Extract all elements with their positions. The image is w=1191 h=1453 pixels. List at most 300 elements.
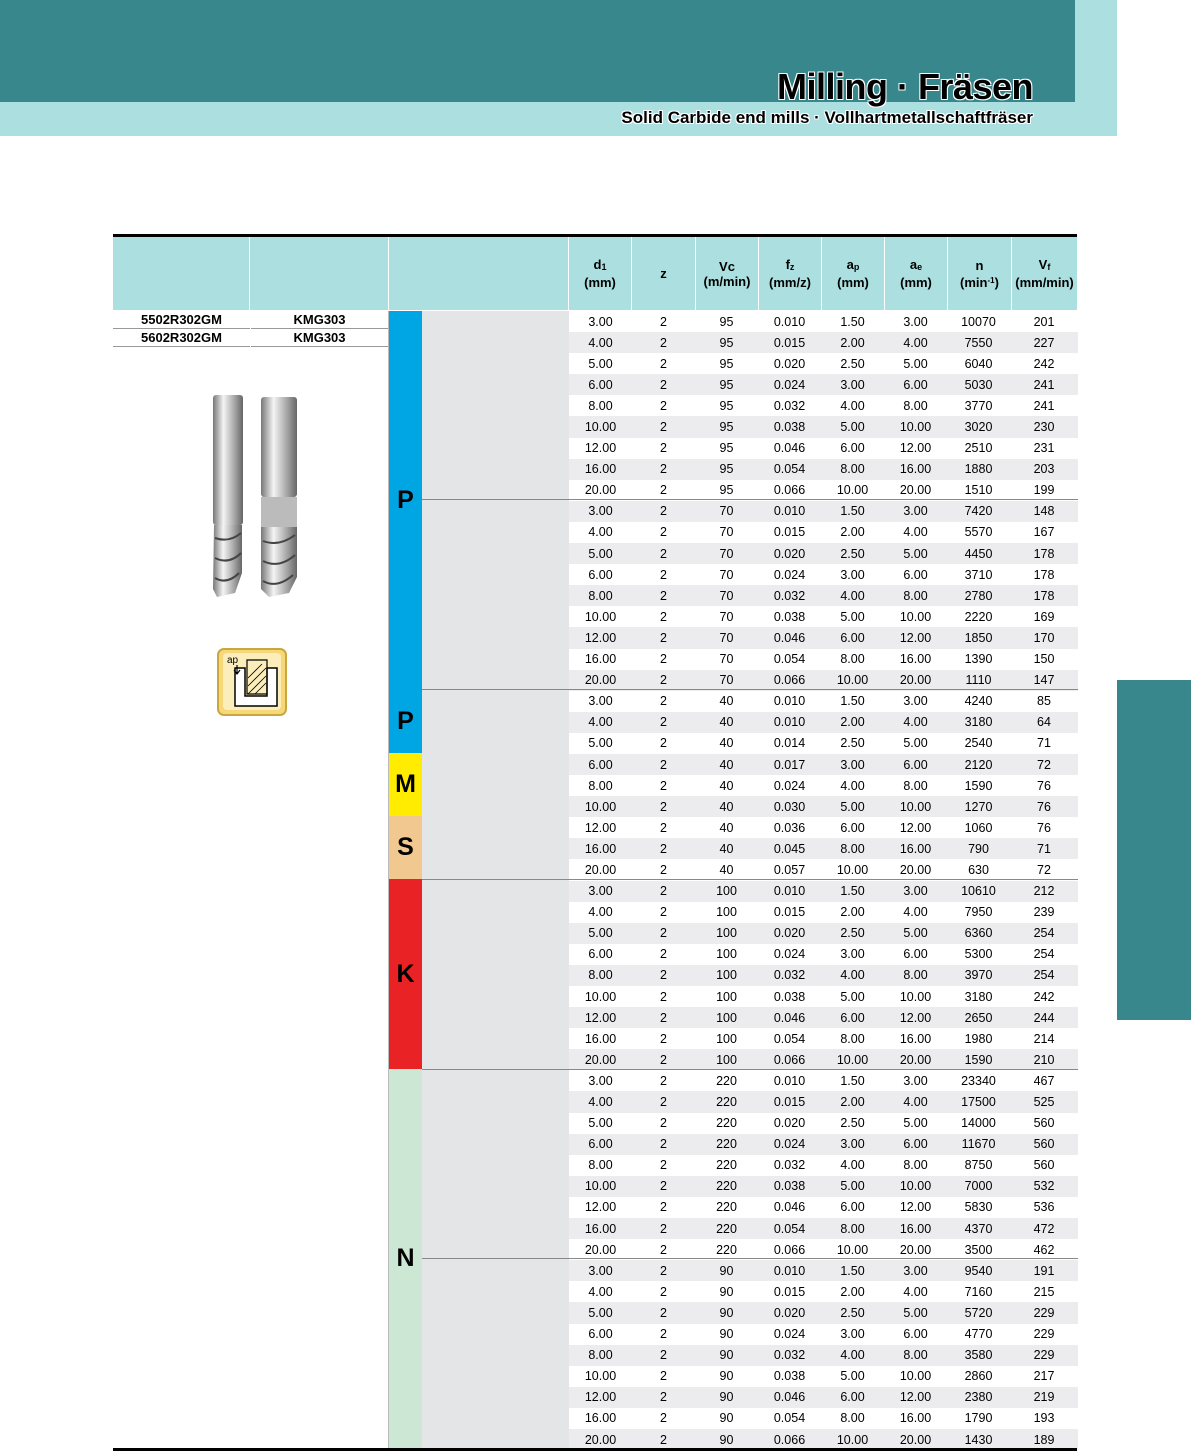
cell-d1: 12.00 [584,820,617,835]
cell-z: 2 [660,504,667,519]
cell-ap: 10.00 [836,673,869,688]
cell-ae: 4.00 [903,715,928,730]
cell-d1: 3.00 [588,1073,613,1088]
group-divider [422,1258,1078,1259]
cell-fz: 0.014 [773,736,806,751]
cell-fz: 0.054 [773,1031,806,1046]
group-divider [422,879,1078,880]
cell-vf: 242 [1033,989,1055,1004]
cell-z: 2 [660,567,667,582]
cell-fz: 0.015 [773,1284,806,1299]
cell-ae: 8.00 [903,778,928,793]
cell-vf: 76 [1037,778,1051,793]
cell-n: 3500 [964,1242,993,1257]
cell-n: 4450 [964,546,993,561]
table-row [569,923,1078,944]
cell-d1: 10.00 [584,1179,617,1194]
cell-n: 5830 [964,1200,993,1215]
cell-vc: 90 [719,1390,734,1405]
cell-vf: 217 [1033,1369,1055,1384]
cell-vf: 71 [1037,736,1051,751]
cell-vf: 525 [1033,1095,1055,1110]
cell-ap: 8.00 [840,841,865,856]
cell-ap: 6.00 [840,441,865,456]
cell-vc: 100 [716,989,737,1004]
cell-vc: 90 [719,1284,734,1299]
cell-d1: 4.00 [588,715,613,730]
table-row [569,1260,1078,1281]
cell-fz: 0.010 [773,694,806,709]
cell-z: 2 [660,841,667,856]
cell-vf: 76 [1037,799,1051,814]
cell-fz: 0.020 [773,356,806,371]
cell-d1: 5.00 [588,926,613,941]
cell-ae: 12.00 [899,1200,932,1215]
cell-z: 2 [660,1284,667,1299]
cell-vc: 90 [719,1348,734,1363]
cell-vc: 40 [719,736,734,751]
table-row [569,1091,1078,1112]
cell-n: 10070 [961,314,996,329]
cell-z: 2 [660,884,667,899]
cell-vf: 178 [1033,567,1055,582]
cell-ae: 6.00 [903,947,928,962]
cell-z: 2 [660,862,667,877]
table-row [569,395,1078,416]
cell-ae: 12.00 [899,1010,932,1025]
cell-ap: 4.00 [840,1348,865,1363]
cell-vc: 70 [719,567,734,582]
cell-vc: 95 [719,462,734,477]
cell-ae: 5.00 [903,736,928,751]
cell-ap: 10.00 [836,1242,869,1257]
cell-ap: 3.00 [840,757,865,772]
cell-vc: 100 [716,1031,737,1046]
cell-n: 23340 [961,1073,996,1088]
table-row [569,543,1078,564]
cell-n: 8750 [964,1158,993,1173]
cell-z: 2 [660,736,667,751]
table-row [569,1155,1078,1176]
cell-ae: 3.00 [903,314,928,329]
cell-fz: 0.015 [773,905,806,920]
cell-ap: 1.50 [840,884,865,899]
cell-vc: 220 [716,1073,737,1088]
col-header-vf: Vf (mm/min) [1015,257,1074,290]
cell-d1: 5.00 [588,356,613,371]
cell-vc: 70 [719,652,734,667]
cell-ae: 12.00 [899,1390,932,1405]
cell-fz: 0.024 [773,947,806,962]
cell-vf: 76 [1037,820,1051,835]
cell-vc: 40 [719,694,734,709]
cell-ap: 5.00 [840,420,865,435]
cell-d1: 12.00 [584,1010,617,1025]
col-header-ae: ae (mm) [900,257,932,290]
cell-vc: 100 [716,905,737,920]
cell-ap: 2.00 [840,1095,865,1110]
cell-n: 3710 [964,567,993,582]
cell-vc: 95 [719,483,734,498]
cell-ap: 2.00 [840,715,865,730]
cell-z: 2 [660,420,667,435]
cell-fz: 0.015 [773,335,806,350]
cell-ae: 20.00 [899,483,932,498]
cell-vf: 191 [1033,1263,1055,1278]
cell-ap: 3.00 [840,947,865,962]
cell-ae: 8.00 [903,1158,928,1173]
cell-z: 2 [660,1095,667,1110]
cell-fz: 0.046 [773,630,806,645]
cell-z: 2 [660,1116,667,1131]
cell-ae: 16.00 [899,1221,932,1236]
table-row [569,817,1078,838]
cell-fz: 0.046 [773,441,806,456]
cell-d1: 6.00 [588,1137,613,1152]
cell-d1: 8.00 [588,588,613,603]
cell-d1: 5.00 [588,1116,613,1131]
table-row [569,1028,1078,1049]
cell-ap: 1.50 [840,1073,865,1088]
cell-ae: 10.00 [899,609,932,624]
cell-ap: 5.00 [840,799,865,814]
cell-z: 2 [660,1327,667,1342]
cell-ap: 3.00 [840,1137,865,1152]
cell-ap: 2.50 [840,1305,865,1320]
cell-z: 2 [660,694,667,709]
cell-fz: 0.010 [773,884,806,899]
cell-ae: 6.00 [903,567,928,582]
cell-d1: 8.00 [588,1348,613,1363]
cell-vf: 467 [1033,1073,1055,1088]
cell-z: 2 [660,1348,667,1363]
cell-n: 1060 [964,820,993,835]
cell-ap: 10.00 [836,483,869,498]
material-n-nonferrous: N [389,1069,422,1448]
cell-vc: 90 [719,1411,734,1426]
cell-vf: 64 [1037,715,1051,730]
cell-vc: 95 [719,335,734,350]
cell-d1: 16.00 [584,1221,617,1236]
cell-z: 2 [660,673,667,688]
cell-n: 7950 [964,905,993,920]
cell-d1: 10.00 [584,989,617,1004]
cell-d1: 6.00 [588,567,613,582]
cell-ae: 16.00 [899,1031,932,1046]
cell-ae: 20.00 [899,862,932,877]
table-row [569,606,1078,627]
cell-ap: 4.00 [840,968,865,983]
cell-ap: 5.00 [840,1179,865,1194]
cell-z: 2 [660,1073,667,1088]
col-header-z: z [660,266,667,281]
cell-n: 1850 [964,630,993,645]
cell-fz: 0.010 [773,1263,806,1278]
cell-fz: 0.036 [773,820,806,835]
cell-n: 7420 [964,504,993,519]
cell-ae: 4.00 [903,335,928,350]
cell-vc: 40 [719,841,734,856]
cell-z: 2 [660,483,667,498]
cell-fz: 0.024 [773,377,806,392]
cell-ae: 5.00 [903,546,928,561]
cell-vf: 230 [1033,420,1055,435]
table-row [569,1324,1078,1345]
cell-vc: 95 [719,398,734,413]
cell-ae: 4.00 [903,905,928,920]
cell-vc: 70 [719,546,734,561]
cell-ae: 6.00 [903,757,928,772]
cell-vc: 40 [719,820,734,835]
cell-vc: 220 [716,1137,737,1152]
cell-fz: 0.024 [773,1327,806,1342]
cell-vf: 536 [1033,1200,1055,1215]
cell-fz: 0.054 [773,1411,806,1426]
cell-ap: 2.50 [840,1116,865,1131]
table-row [569,1408,1078,1429]
cell-n: 1980 [964,1031,993,1046]
end-mill-photo [205,393,305,598]
table-row [569,374,1078,395]
cell-z: 2 [660,335,667,350]
cell-ae: 4.00 [903,1095,928,1110]
cell-n: 3580 [964,1348,993,1363]
cell-ae: 10.00 [899,799,932,814]
cell-ap: 2.00 [840,525,865,540]
cell-ae: 6.00 [903,377,928,392]
material-p-group2: P [389,690,422,753]
cell-z: 2 [660,1411,667,1426]
cell-fz: 0.010 [773,314,806,329]
cell-vf: 71 [1037,841,1051,856]
cell-n: 7550 [964,335,993,350]
col-header-vc: Vc (m/min) [703,258,751,289]
cell-fz: 0.054 [773,652,806,667]
cell-ae: 10.00 [899,1179,932,1194]
cell-ap: 4.00 [840,588,865,603]
cell-z: 2 [660,757,667,772]
cell-vc: 100 [716,926,737,941]
cell-ae: 3.00 [903,694,928,709]
cell-d1: 3.00 [588,504,613,519]
cell-vf: 472 [1033,1221,1055,1236]
cell-vc: 100 [716,947,737,962]
cell-d1: 4.00 [588,1284,613,1299]
table-header [113,234,1077,310]
cell-ae: 20.00 [899,1052,932,1067]
cell-d1: 16.00 [584,652,617,667]
cell-n: 4370 [964,1221,993,1236]
cell-fz: 0.032 [773,398,806,413]
cell-ap: 10.00 [836,862,869,877]
table-row [569,311,1078,332]
table-row [569,796,1078,817]
table-row [569,1070,1078,1091]
table-row [569,859,1078,880]
cell-d1: 16.00 [584,841,617,856]
col-header-fz: fz (mm/z) [769,257,811,290]
cell-n: 10610 [961,884,996,899]
material-m-stainless: M [389,753,422,816]
cell-vf: 560 [1033,1158,1055,1173]
cell-n: 4770 [964,1327,993,1342]
cell-n: 2120 [964,757,993,772]
cell-vf: 229 [1033,1327,1055,1342]
cell-z: 2 [660,989,667,1004]
cell-d1: 10.00 [584,799,617,814]
table-row [569,1345,1078,1366]
table-row [569,944,1078,965]
table-row [569,1007,1078,1028]
cell-d1: 10.00 [584,609,617,624]
cell-vc: 220 [716,1095,737,1110]
cell-n: 1590 [964,1052,993,1067]
cell-z: 2 [660,820,667,835]
cell-vf: 85 [1037,694,1051,709]
cell-vf: 560 [1033,1116,1055,1131]
cell-d1: 20.00 [584,1432,617,1447]
cell-fz: 0.017 [773,757,806,772]
cell-n: 630 [968,862,989,877]
cell-ae: 8.00 [903,398,928,413]
cell-z: 2 [660,398,667,413]
column-divider [388,311,389,1448]
cell-fz: 0.010 [773,715,806,730]
cell-fz: 0.032 [773,1348,806,1363]
cell-fz: 0.020 [773,546,806,561]
cell-ap: 2.50 [840,926,865,941]
cell-n: 5720 [964,1305,993,1320]
cell-fz: 0.038 [773,1369,806,1384]
cell-vc: 40 [719,799,734,814]
cell-d1: 4.00 [588,1095,613,1110]
cell-vc: 95 [719,441,734,456]
cell-vf: 231 [1033,441,1055,456]
cell-vf: 178 [1033,588,1055,603]
cell-ap: 2.50 [840,546,865,561]
product-grade-2: KMG303 [251,329,388,347]
cell-vc: 220 [716,1242,737,1257]
cell-d1: 12.00 [584,441,617,456]
cell-vc: 70 [719,673,734,688]
cell-z: 2 [660,1010,667,1025]
table-bottom-rule [113,1448,1077,1451]
cell-n: 1880 [964,462,993,477]
cell-ae: 5.00 [903,1116,928,1131]
cell-fz: 0.038 [773,989,806,1004]
cell-ap: 6.00 [840,630,865,645]
cell-z: 2 [660,926,667,941]
cell-ae: 12.00 [899,441,932,456]
cell-n: 4240 [964,694,993,709]
table-row [569,649,1078,670]
section-side-tab[interactable] [1117,680,1191,1020]
cell-fz: 0.046 [773,1390,806,1405]
cell-ap: 2.50 [840,736,865,751]
cell-vc: 70 [719,609,734,624]
header-band-corner [1075,0,1117,136]
cell-d1: 4.00 [588,905,613,920]
cell-vf: 242 [1033,356,1055,371]
cell-ap: 1.50 [840,504,865,519]
cell-n: 1790 [964,1411,993,1426]
cell-ae: 6.00 [903,1327,928,1342]
cell-n: 1390 [964,652,993,667]
cell-n: 3770 [964,398,993,413]
material-k-castiron: K [389,879,422,1069]
cell-fz: 0.032 [773,588,806,603]
cell-vf: 147 [1033,673,1055,688]
cell-fz: 0.066 [773,1242,806,1257]
cell-d1: 10.00 [584,420,617,435]
cell-z: 2 [660,1158,667,1173]
cell-vf: 239 [1033,905,1055,920]
cell-fz: 0.046 [773,1010,806,1025]
cell-ap: 2.50 [840,356,865,371]
cell-ap: 8.00 [840,1221,865,1236]
cell-n: 2860 [964,1369,993,1384]
cell-z: 2 [660,652,667,667]
cell-vf: 254 [1033,926,1055,941]
cell-n: 17500 [961,1095,996,1110]
table-row [569,881,1078,902]
table-row [569,627,1078,648]
cell-ap: 1.50 [840,314,865,329]
cell-ap: 3.00 [840,567,865,582]
cell-n: 14000 [961,1116,996,1131]
cell-vc: 95 [719,420,734,435]
cell-z: 2 [660,1137,667,1152]
table-row [569,838,1078,859]
cell-d1: 5.00 [588,736,613,751]
cell-ae: 12.00 [899,820,932,835]
cell-d1: 8.00 [588,778,613,793]
cell-n: 3970 [964,968,993,983]
cell-z: 2 [660,356,667,371]
cell-fz: 0.010 [773,504,806,519]
group-divider [422,689,1078,690]
cell-ae: 3.00 [903,884,928,899]
cell-vf: 254 [1033,947,1055,962]
cell-z: 2 [660,715,667,730]
cell-ae: 10.00 [899,1369,932,1384]
cell-fz: 0.024 [773,1137,806,1152]
cell-vc: 70 [719,525,734,540]
cell-n: 3180 [964,715,993,730]
cell-vc: 220 [716,1200,737,1215]
table-row [569,480,1078,501]
cell-ap: 10.00 [836,1432,869,1447]
cell-z: 2 [660,588,667,603]
table-row [569,1429,1078,1450]
table-row [569,332,1078,353]
cell-n: 3020 [964,420,993,435]
cell-vf: 212 [1033,884,1055,899]
cell-z: 2 [660,1390,667,1405]
cell-n: 1430 [964,1432,993,1447]
cell-ae: 12.00 [899,630,932,645]
cell-vc: 90 [719,1305,734,1320]
cell-z: 2 [660,1432,667,1447]
cell-fz: 0.020 [773,926,806,941]
cell-vc: 95 [719,377,734,392]
table-row [569,1049,1078,1070]
cell-fz: 0.020 [773,1305,806,1320]
cell-d1: 16.00 [584,462,617,477]
cell-n: 790 [968,841,989,856]
table-row [569,1197,1078,1218]
cell-ae: 6.00 [903,1137,928,1152]
